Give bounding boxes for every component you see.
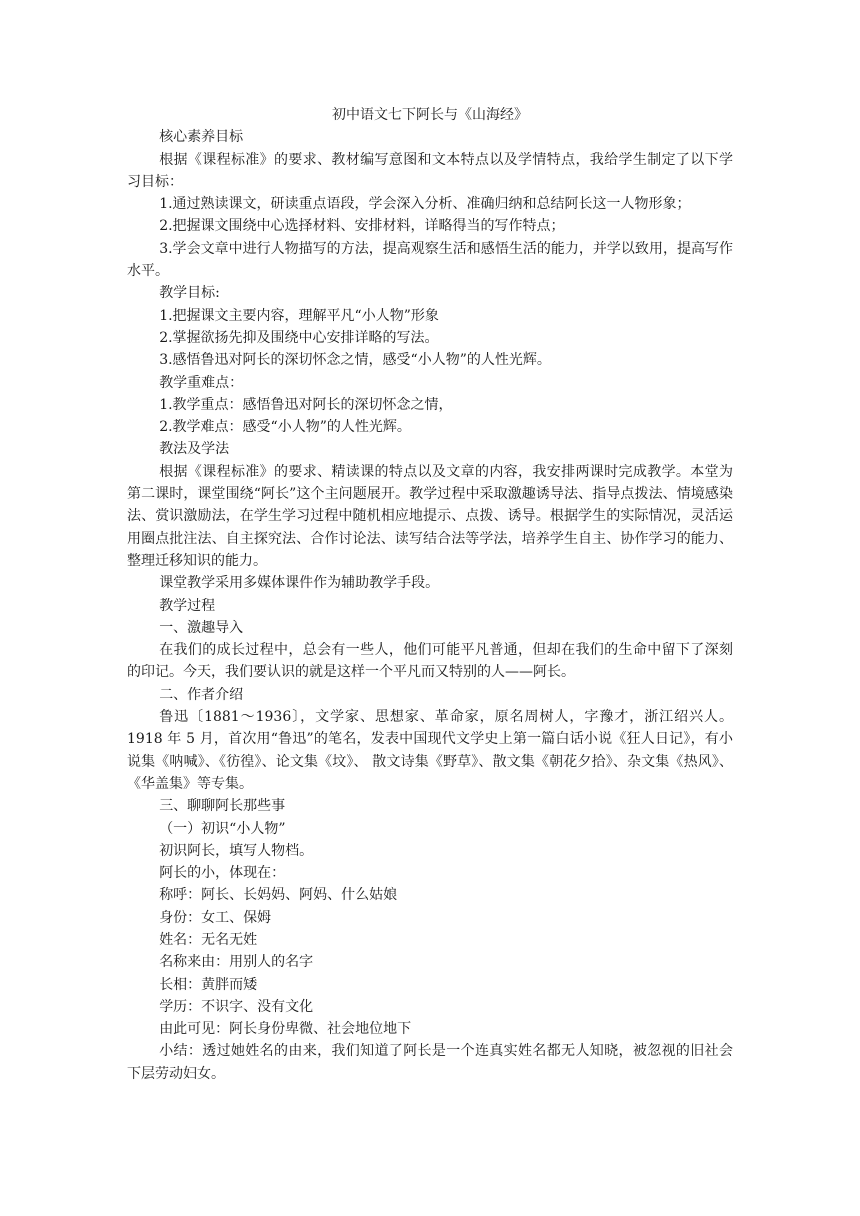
paragraph: 鲁迅〔1881～1936〕，文学家、思想家、革命家，原名周树人，字豫才，浙江绍兴人。1918 年 5 月，首次用“鲁迅”的笔名，发表中国现代文学史上第一篇白话小说《狂人日记》，有小说集《呐喊》、《彷徨》、论文集《坟》、 散文诗集《野草》、散文集《朝花夕拾》、杂文集《热风》、《华盖集》等专集。 [127,709,733,792]
paragraph: 小结：透过她姓名的由来，我们知道了阿长是一个连真实姓名都无人知晓，被忽视的旧社会下层劳动妇女。 [127,1043,733,1082]
paragraph: 3.学会文章中进行人物描写的方法，提高观察生活和感悟生活的能力，并学以致用，提高写作水平。 [127,240,733,280]
paragraph: 初识阿长，填写人物档。 [159,842,314,859]
paragraph: 2.教学难点：感受“小人物”的人性光辉。 [159,419,411,436]
paragraph: 阿长的小，体现在： [159,865,286,882]
paragraph: 称呼：阿长、长妈妈、阿妈、什么姑娘 [159,887,398,904]
paragraph-list [127,126,733,1085]
paragraph: 教学目标: [159,285,220,302]
document-title: 初中语文七下阿长与《山海经》 [332,107,528,123]
paragraph: 名称来由：用别人的名字 [159,954,314,971]
paragraph: 长相：黄胖而矮 [159,976,258,993]
paragraph: 教学过程 [159,597,216,614]
paragraph: 2.把握课文围绕中心选择材料、安排材料，详略得当的写作特点； [159,218,565,235]
paragraph: 三、聊聊阿长那些事 [159,798,286,815]
paragraph: 学历：不识字、没有文化 [159,998,314,1015]
paragraph: （一）初识“小人物” [159,820,286,837]
paragraph: 核心素养目标 [159,129,244,146]
paragraph: 姓名：无名无姓 [159,931,258,948]
paragraph: 3.感悟鲁迅对阿长的深切怀念之情，感受“小人物”的人性光辉。 [159,352,551,369]
paragraph: 在我们的成长过程中，总会有一些人，他们可能平凡普通，但却在我们的生命中留下了深刻的印记。今天，我们要认识的就是这样一个平凡而又特别的人——阿长。 [127,642,733,681]
paragraph: 由此可见：阿长身份卑微、社会地位地下 [159,1021,412,1038]
paragraph: 教法及学法 [159,441,230,458]
paragraph: 根据《课程标准》的要求、精读课的特点以及文章的内容，我安排两课时完成教学。本堂为第二课时，课堂围绕“阿长”这个主问题展开。教学过程中采取激趣诱导法、指导点拨法、情境感染法、赏识激励法，在学生学习过程中随机相应地提示、点拨、诱导。根据学生的实际情况，灵活运用圈点批注法、自主探究法、合作讨论法、读写结合法等学法，培养学生自主、协作学习的能力、整理迁移知识的能力。 [127,463,733,569]
paragraph: 根据《课程标准》的要求、教材编写意图和文本特点以及学情特点，我给学生制定了以下学习目标： [127,151,733,190]
paragraph: 1.把握课文主要内容，理解平凡“小人物”形象 [159,307,439,324]
paragraph: 2.掌握欲扬先抑及围绕中心安排详略的写法。 [159,329,439,346]
paragraph: 身份：女工、保姆 [159,909,272,926]
paragraph: 课堂教学采用多媒体课件作为辅助教学手段。 [159,575,440,592]
paragraph: 1.教学重点：感悟鲁迅对阿长的深切怀念之情， [159,396,453,413]
document-body [127,104,733,1085]
paragraph: 1.通过熟读课文，研读重点语段，学会深入分析、准确归纳和总结阿长这一人物形象； [159,196,691,213]
paragraph: 教学重难点： [159,374,244,391]
paragraph: 二、作者介绍 [159,686,244,703]
paragraph: 一、激趣导入 [159,619,244,636]
